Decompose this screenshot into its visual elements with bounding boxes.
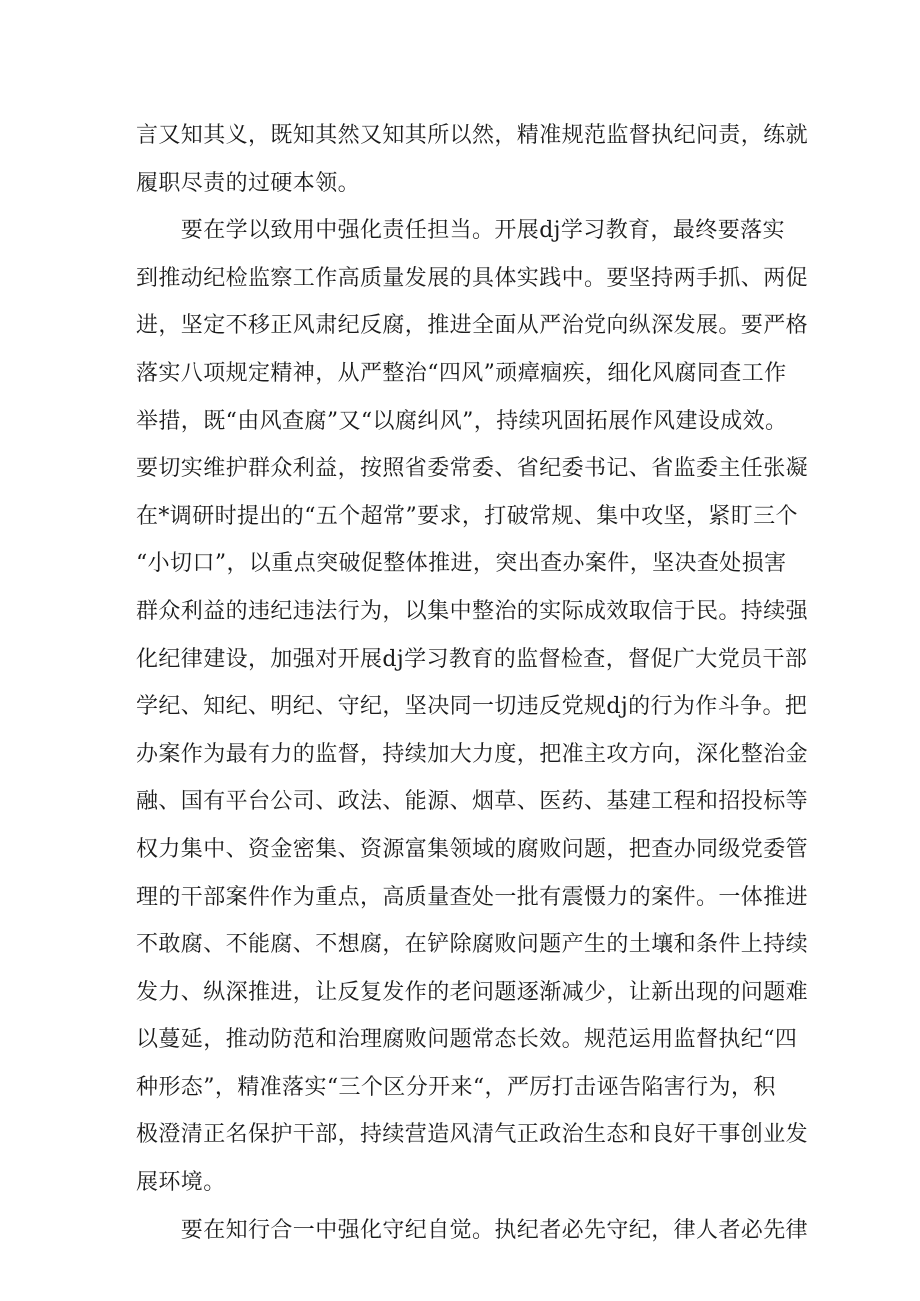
paragraph-2-line-3: 进，坚定不移正风肃纪反腐，推进全面从严治党向纵深发展。要严格 <box>136 313 809 339</box>
paragraph-2-line-15: 理的干部案件作为重点，高质量查处一批有震慑力的案件。一体推进 <box>136 884 809 910</box>
paragraph-2-line-18: 以蔓延，推动防范和治理腐败问题常态长效。规范运用监督执纪“四 <box>136 1027 798 1053</box>
paragraph-2-line-4: 落实八项规定精神，从严整治“四风”顽瘴痼疾，细化风腐同查工作 <box>136 360 787 386</box>
paragraph-2-line-6: 要切实维护群众利益，按照省委常委、省纪委书记、省监委主任张凝 <box>136 456 809 482</box>
paragraph-2-line-11: 学纪、知纪、明纪、守纪，坚决同一切违反党规dj的行为作斗争。把 <box>136 694 808 720</box>
paragraph-2-line-5: 举措，既“由风查腐”又“以腐纠风”，持续巩固拓展作风建设成效。 <box>136 408 788 434</box>
paragraph-2-line-21: 展环境。 <box>136 1170 226 1196</box>
paragraph-2-line-7: 在*调研时提出的“五个超常”要求，打破常规、集中攻坚，紧盯三个 <box>136 503 798 529</box>
paragraph-3-line-1: 要在知行合一中强化守纪自觉。执纪者必先守纪，律人者必先律 <box>136 1217 809 1243</box>
paragraph-2-line-1: 要在学以致用中强化责任担当。开展dj学习教育，最终要落实 <box>136 218 785 244</box>
paragraph-2-line-14: 权力集中、资金密集、资源富集领域的腐败问题，把查办同级党委管 <box>136 836 809 862</box>
paragraph-2-line-8: “小切口”，以重点突破促整体推进，突出查办案件，坚决查处损害 <box>136 551 787 577</box>
paragraph-2-line-17: 发力、纵深推进，让反复发作的老问题逐渐减少，让新出现的问题难 <box>136 979 809 1005</box>
paragraph-2-line-13: 融、国有平台公司、政法、能源、烟草、医药、基建工程和招投标等 <box>136 789 809 815</box>
paragraph-2-line-19: 种形态”，精准落实“三个区分开来“，严厉打击诬告陷害行为，积 <box>136 1074 776 1100</box>
paragraph-2-line-2: 到推动纪检监察工作高质量发展的具体实践中。要坚持两手抓、两促 <box>136 265 809 291</box>
paragraph-2-line-20: 极澄清正名保护干部，持续营造风清气正政治生态和良好干事创业发 <box>136 1122 809 1148</box>
paragraph-2-line-9: 群众利益的违纪违法行为，以集中整治的实际成效取信于民。持续强 <box>136 598 809 624</box>
paragraph-1-line-1: 言又知其义，既知其然又知其所以然，精准规范监督执纪问责，练就 <box>136 123 809 148</box>
paragraph-2-line-16: 不敢腐、不能腐、不想腐，在铲除腐败问题产生的土壤和条件上持续 <box>136 932 809 958</box>
paragraph-1-line-2: 履职尽责的过硬本领。 <box>136 170 361 196</box>
paragraph-2-line-10: 化纪律建设，加强对开展dj学习教育的监督检查，督促广大党员干部 <box>136 646 808 672</box>
paragraph-2-line-12: 办案作为最有力的监督，持续加大力度，把准主攻方向，深化整治金 <box>136 741 809 767</box>
document-body <box>136 112 809 1254</box>
